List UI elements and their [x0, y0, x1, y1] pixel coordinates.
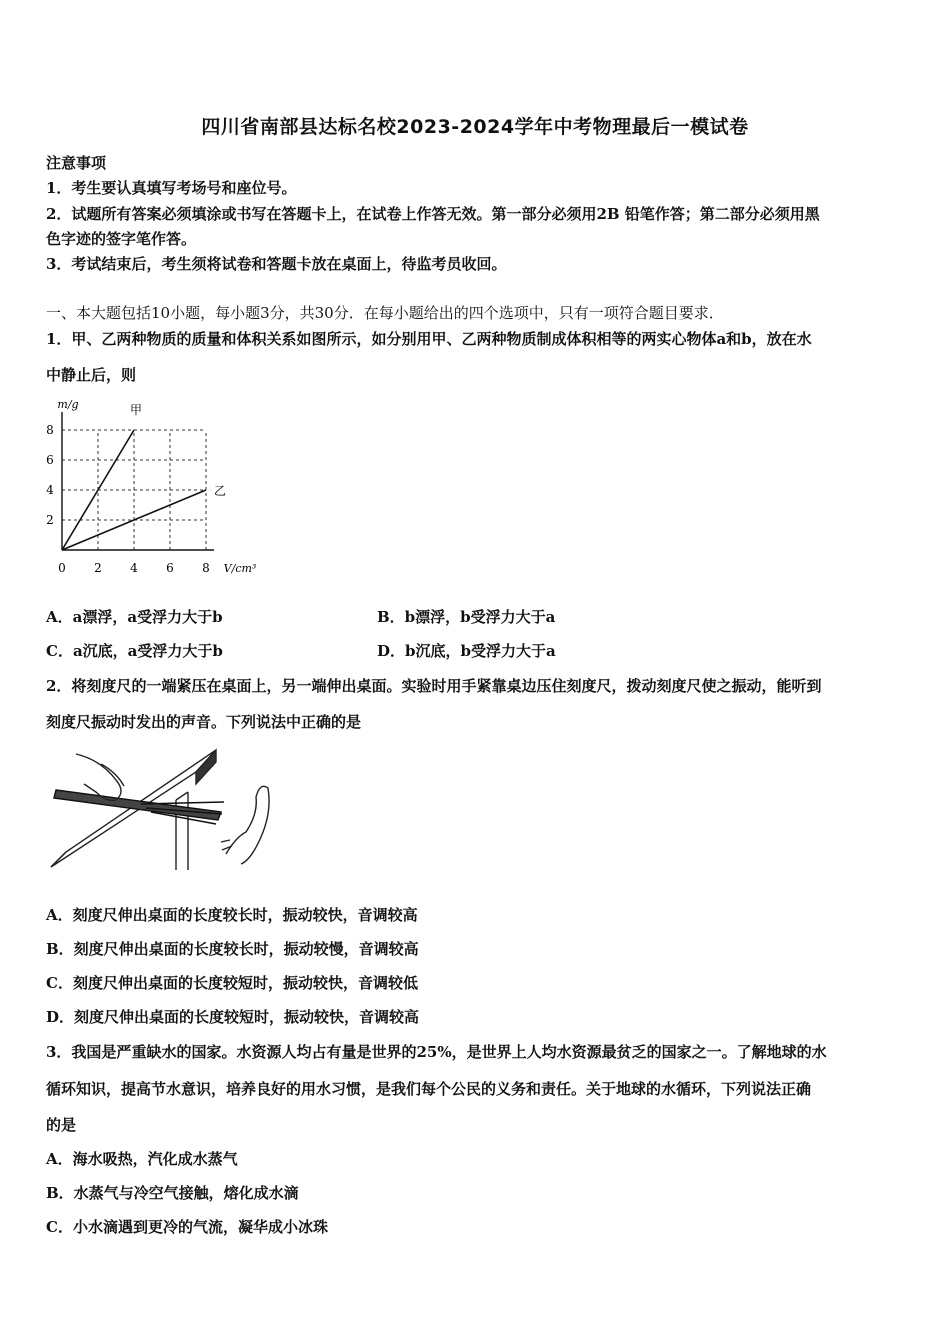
- q2-option-d[interactable]: D．刻度尺伸出桌面的长度较短时，振动较快，音调较高: [46, 1008, 420, 1026]
- x-tick-label: 6: [166, 561, 174, 575]
- q1-stem-cont: 中静止后，则: [46, 366, 137, 384]
- section-heading: 一、本大题包括10小题，每小题3分，共30分．在每小题给出的四个选项中，只有一项符合题目要求．: [46, 304, 724, 322]
- q3-option-c[interactable]: C．小水滴遇到更冷的气流，凝华成小冰珠: [46, 1218, 328, 1236]
- notice-item-3: 3．考试结束后，考生须将试卷和答题卡放在桌面上，待监考员收回。: [46, 255, 507, 273]
- q1-option-d[interactable]: D．b沉底，b受浮力大于a: [377, 642, 556, 660]
- q2-option-b[interactable]: B．刻度尺伸出桌面的长度较长时，振动较慢，音调较高: [46, 940, 419, 958]
- desk-drawing: [51, 750, 269, 870]
- x-tick-label: 0: [58, 561, 66, 575]
- x-tick-label: 2: [94, 561, 102, 575]
- page-title: 四川省南部县达标名校2023-2024学年中考物理最后一模试卷: [201, 116, 749, 138]
- notice-item-2: 2．试题所有答案必须填涂或书写在答题卡上，在试卷上作答无效。第一部分必须用2B 铅笔作答；第二部分必须用黑: [46, 205, 820, 223]
- y-tick-label: 2: [46, 513, 54, 527]
- y-tick-label: 4: [46, 483, 54, 497]
- q1-option-b[interactable]: B．b漂浮，b受浮力大于a: [377, 608, 556, 626]
- q3-stem-cont: 循环知识，提高节水意识，培养良好的用水习惯，是我们每个公民的义务和责任。关于地球的水循环，下列说法正确: [46, 1080, 812, 1098]
- q2-option-a[interactable]: A．刻度尺伸出桌面的长度较长时，振动较快，音调较高: [46, 906, 418, 924]
- q2-stem-cont: 刻度尺振动时发出的声音。下列说法中正确的是: [46, 713, 362, 731]
- x-tick-label: 4: [130, 561, 138, 575]
- q2-option-c[interactable]: C．刻度尺伸出桌面的长度较短时，振动较快，音调较低: [46, 974, 418, 992]
- q1-option-a[interactable]: A．a漂浮，a受浮力大于b: [46, 608, 223, 626]
- q2-stem: 2．将刻度尺的一端紧压在桌面上，另一端伸出桌面。实验时用手紧靠桌边压住刻度尺，拨动刻度尺使之振动，能听到: [46, 677, 822, 695]
- x-axis-label: V/cm³: [223, 562, 257, 575]
- y-tick-label: 6: [46, 453, 54, 467]
- notice-heading: 注意事项: [46, 154, 107, 172]
- ruler-vibration-illustration: [46, 742, 276, 872]
- series-label-yi: 乙: [213, 484, 227, 498]
- y-tick-label: 8: [46, 423, 54, 437]
- mass-volume-chart: [40, 390, 280, 580]
- q1-stem: 1．甲、乙两种物质的质量和体积关系如图所示，如分别用甲、乙两种物质制成体积相等的两实心物体a和b，放在水: [46, 330, 812, 348]
- x-tick-label: 8: [202, 561, 210, 575]
- y-axis-label: m/g: [57, 398, 79, 411]
- q3-stem: 3．我国是严重缺水的国家。水资源人均占有量是世界的25%，是世界上人均水资源最贫乏的国家之一。了解地球的水: [46, 1043, 827, 1061]
- q3-stem-cont-2: 的是: [46, 1116, 77, 1134]
- q3-option-a[interactable]: A．海水吸热，汽化成水蒸气: [46, 1150, 238, 1168]
- series-label-jia: 甲: [129, 403, 143, 417]
- q1-option-c[interactable]: C．a沉底，a受浮力大于b: [46, 642, 223, 660]
- notice-item-2-cont: 色字迹的签字笔作答。: [46, 230, 197, 248]
- notice-item-1: 1．考生要认真填写考场号和座位号。: [46, 179, 297, 197]
- q3-option-b[interactable]: B．水蒸气与冷空气接触，熔化成水滴: [46, 1184, 299, 1202]
